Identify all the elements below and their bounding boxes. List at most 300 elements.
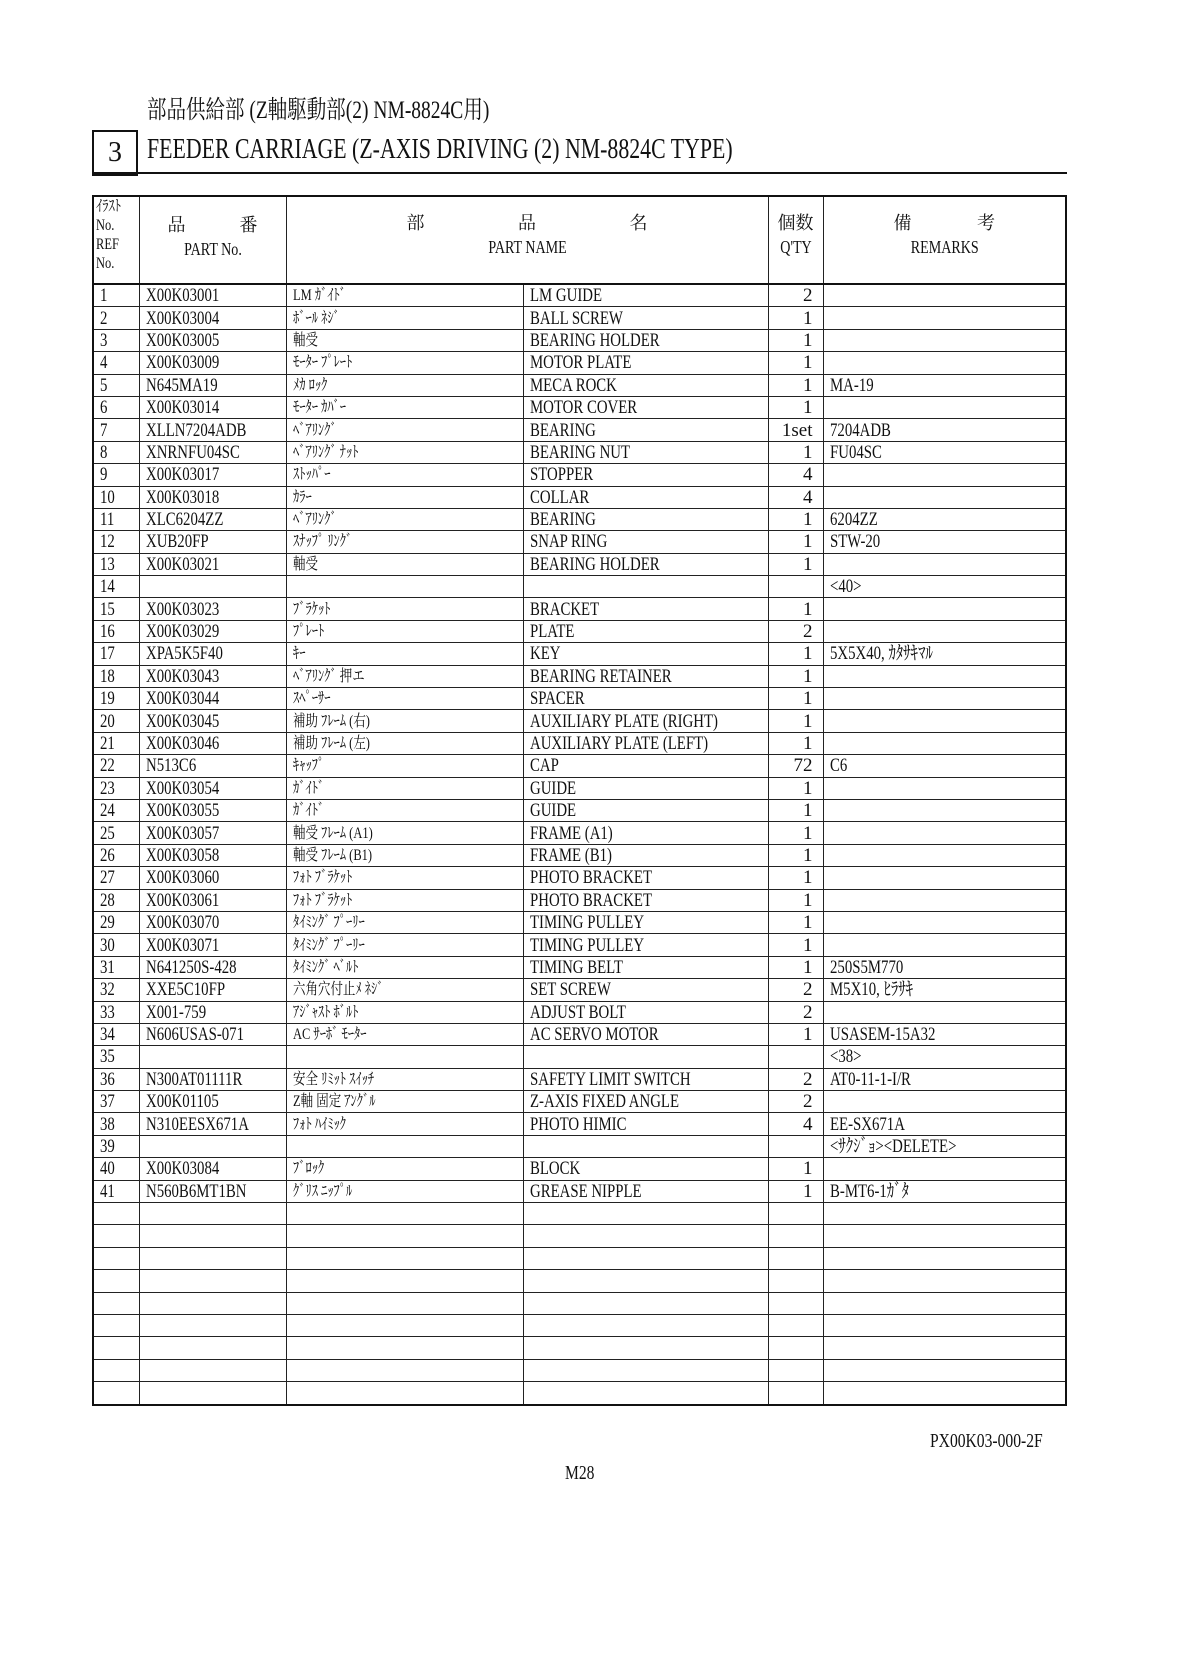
ref-cell (93, 799, 139, 821)
table-row (93, 508, 1066, 530)
en-name-cell (523, 911, 768, 933)
part-no-cell-text: N645MA19 (145, 374, 218, 396)
en-name-cell-text: FRAME (A1) (529, 822, 613, 844)
empty-cell (93, 1225, 139, 1247)
part-no-cell (139, 1001, 286, 1023)
jp-name-cell (286, 956, 523, 978)
qty-cell (768, 1113, 823, 1135)
en-name-cell (523, 352, 768, 374)
en-name-cell (523, 799, 768, 821)
part-no-cell-text: X00K03070 (145, 912, 219, 934)
part-no-header: 品 番 PART No. (139, 196, 286, 284)
part-no-cell (139, 486, 286, 508)
qty-cell (768, 284, 823, 307)
jp-name-cell-text: ｷｬｯﾌﾟ (292, 757, 324, 775)
remarks-cell (823, 531, 1066, 553)
empty-row (93, 1382, 1066, 1405)
jp-name-cell-text: 軸受 (292, 555, 318, 573)
ref-cell-text: 35 (100, 1046, 115, 1068)
part-no-cell (139, 799, 286, 821)
en-name-cell (523, 441, 768, 463)
remarks-cell (823, 620, 1066, 642)
ref-cell-text: 1 (100, 285, 108, 307)
ref-cell (93, 396, 139, 418)
empty-cell (768, 1225, 823, 1247)
empty-cell (93, 1270, 139, 1292)
qty-cell (768, 531, 823, 553)
en-name-cell-text: BEARING (529, 419, 596, 441)
ref-cell-text: 23 (100, 777, 115, 799)
en-name-cell (523, 1023, 768, 1045)
ref-cell (93, 598, 139, 620)
part-no-cell-text: XXE5C10FP (145, 979, 225, 1001)
en-name-cell-text: GUIDE (529, 800, 576, 822)
empty-cell (93, 1203, 139, 1225)
en-name-cell-text: TIMING BELT (529, 956, 623, 978)
en-name-cell (523, 1180, 768, 1202)
remarks-cell-text: MA-19 (829, 374, 874, 396)
empty-cell (823, 1359, 1066, 1381)
table-row (93, 799, 1066, 821)
part-no-cell (139, 329, 286, 351)
empty-cell (139, 1314, 286, 1336)
qty-cell-text: 1 (803, 374, 813, 396)
remarks-cell-text: <ｻｸｼﾞｮ><DELETE> (829, 1136, 956, 1158)
ref-cell-text: 5 (100, 374, 108, 396)
ref-cell-text: 19 (100, 688, 115, 710)
empty-cell (286, 1292, 523, 1314)
en-name-cell (523, 419, 768, 441)
ref-cell (93, 710, 139, 732)
jp-name-cell-text: ﾀｲﾐﾝｸﾞ ﾌﾟｰﾘｰ (292, 914, 365, 932)
remarks-cell (823, 889, 1066, 911)
en-name-cell-text: SAFETY LIMIT SWITCH (529, 1068, 691, 1090)
remarks-cell-text: AT0-11-1-I/R (829, 1068, 911, 1090)
jp-name-cell (286, 911, 523, 933)
en-name-cell-text: BEARING HOLDER (529, 553, 660, 575)
table-row (93, 329, 1066, 351)
qty-cell-text: 4 (803, 1113, 813, 1135)
qty-cell (768, 441, 823, 463)
part-no-cell-text: X00K01105 (145, 1091, 219, 1113)
qty-cell-text: 1 (803, 710, 813, 732)
ref-cell-text: 24 (100, 800, 115, 822)
qty-cell (768, 1023, 823, 1045)
qty-cell (768, 396, 823, 418)
remarks-cell (823, 553, 1066, 575)
jp-name-cell-text: ｸﾞﾘｽ ﾆｯﾌﾟﾙ (292, 1182, 352, 1200)
empty-cell (523, 1382, 768, 1405)
qty-cell-text: 1 (803, 397, 813, 419)
jp-name-cell (286, 777, 523, 799)
empty-cell (286, 1382, 523, 1405)
part-no-cell-text: XUB20FP (145, 531, 209, 553)
empty-row (93, 1225, 1066, 1247)
ref-cell-text: 4 (100, 352, 108, 374)
table-row (93, 1091, 1066, 1113)
ref-cell-text: 15 (100, 598, 115, 620)
empty-cell (139, 1225, 286, 1247)
qty-cell-text: 1 (803, 643, 813, 665)
remarks-cell-text: 6204ZZ (829, 509, 878, 531)
ref-cell-text: 31 (100, 956, 115, 978)
part-no-cell (139, 710, 286, 732)
table-row (93, 1046, 1066, 1068)
parts-table (92, 195, 1067, 1406)
table-row (93, 867, 1066, 889)
empty-cell (823, 1337, 1066, 1359)
remarks-cell (823, 307, 1066, 329)
remarks-cell (823, 464, 1066, 486)
ref-cell-text: 16 (100, 621, 115, 643)
jp-name-cell (286, 307, 523, 329)
part-no-cell (139, 1158, 286, 1180)
jp-name-cell-text: AC ｻｰﾎﾞ ﾓｰﾀｰ (292, 1026, 367, 1044)
empty-cell (823, 1247, 1066, 1269)
document-code: PX00K03-000-2F (930, 1430, 1043, 1452)
qty-cell-text: 1 (803, 352, 813, 374)
ref-cell-text: 13 (100, 553, 115, 575)
part-no-cell-text: X00K03005 (145, 329, 219, 351)
table-row (93, 553, 1066, 575)
ref-cell (93, 374, 139, 396)
ref-cell (93, 889, 139, 911)
empty-cell (823, 1314, 1066, 1336)
jp-name-cell-text: ｽﾅｯﾌﾟ ﾘﾝｸﾞ (292, 533, 352, 551)
en-name-cell (523, 688, 768, 710)
empty-cell (768, 1247, 823, 1269)
table-row (93, 822, 1066, 844)
empty-cell (139, 1203, 286, 1225)
part-no-cell (139, 352, 286, 374)
ref-cell-text: 6 (100, 397, 108, 419)
part-no-cell-text: N513C6 (145, 755, 196, 777)
jp-name-cell-text: ﾌｫﾄ ﾊｲﾐｯｸ (292, 1115, 346, 1133)
ref-cell-text: 11 (100, 509, 115, 531)
remarks-cell-text: 250S5M770 (829, 956, 903, 978)
jp-name-cell-text: 補助 ﾌﾚｰﾑ (右) (292, 712, 370, 730)
jp-name-cell-text: 軸受 ﾌﾚｰﾑ (B1) (292, 846, 372, 864)
empty-cell (768, 1314, 823, 1336)
empty-cell (286, 1203, 523, 1225)
jp-name-cell (286, 934, 523, 956)
part-no-cell (139, 464, 286, 486)
table-row (93, 464, 1066, 486)
jp-name-cell-text: ﾌｫﾄ ﾌﾞﾗｹｯﾄ (292, 869, 352, 887)
part-no-cell-text: X00K03023 (145, 598, 219, 620)
remarks-header: 備 考 REMARKS (823, 196, 1066, 284)
remarks-cell (823, 844, 1066, 866)
en-name-cell-text: BLOCK (529, 1158, 580, 1180)
empty-cell (823, 1225, 1066, 1247)
empty-cell (286, 1225, 523, 1247)
ref-cell (93, 822, 139, 844)
remarks-cell (823, 1180, 1066, 1202)
jp-name-cell-text: 安全 ﾘﾐｯﾄ ｽｲｯﾁ (292, 1070, 374, 1088)
table-row (93, 531, 1066, 553)
ref-cell (93, 531, 139, 553)
table-row (93, 979, 1066, 1001)
remarks-cell-text: 7204ADB (829, 419, 891, 441)
table-row (93, 1001, 1066, 1023)
qty-cell (768, 911, 823, 933)
part-no-cell-text: X00K03004 (145, 307, 219, 329)
en-name-cell (523, 598, 768, 620)
jp-name-cell-text: ﾓｰﾀｰ ｶﾊﾞｰ (292, 399, 346, 417)
en-name-cell (523, 710, 768, 732)
jp-name-cell-text: ｶﾞｲﾄﾞ (292, 779, 324, 797)
jp-name-cell (286, 508, 523, 530)
part-no-cell-text: N300AT01111R (145, 1068, 242, 1090)
remarks-cell-text: <38> (829, 1046, 862, 1068)
jp-name-cell (286, 486, 523, 508)
remarks-cell (823, 374, 1066, 396)
remarks-cell-text: USASEM-15A32 (829, 1024, 935, 1046)
empty-cell (823, 1270, 1066, 1292)
jp-name-cell (286, 620, 523, 642)
japanese-title: 部品供給部 (Z軸駆動部(2) NM-8824C用) (147, 97, 490, 124)
part-no-cell (139, 688, 286, 710)
en-name-cell-text: LM GUIDE (529, 285, 602, 307)
remarks-cell (823, 396, 1066, 418)
empty-row (93, 1247, 1066, 1269)
part-no-cell (139, 508, 286, 530)
part-no-cell-text: XPA5K5F40 (145, 643, 223, 665)
part-no-cell (139, 620, 286, 642)
jp-name-cell (286, 867, 523, 889)
remarks-cell-text: 5X5X40, ｶﾀｻｷﾏﾙ (829, 643, 933, 665)
ref-cell (93, 620, 139, 642)
empty-cell (523, 1359, 768, 1381)
table-row (93, 934, 1066, 956)
en-name-cell (523, 867, 768, 889)
part-no-cell-text: N560B6MT1BN (145, 1180, 246, 1202)
jp-name-cell (286, 1135, 523, 1157)
ref-cell-text: 38 (100, 1113, 115, 1135)
qty-cell (768, 956, 823, 978)
jp-name-cell (286, 1046, 523, 1068)
part-no-cell (139, 1091, 286, 1113)
qty-cell-text: 1 (803, 688, 813, 710)
qty-cell (768, 867, 823, 889)
ref-cell-text: 17 (100, 643, 115, 665)
part-no-cell-text: XNRNFU04SC (145, 441, 240, 463)
jp-name-cell (286, 1113, 523, 1135)
en-name-cell (523, 643, 768, 665)
en-name-cell (523, 508, 768, 530)
remarks-cell (823, 867, 1066, 889)
empty-row (93, 1270, 1066, 1292)
part-no-cell (139, 822, 286, 844)
en-name-cell-text: MOTOR COVER (529, 397, 637, 419)
qty-cell-text: 2 (803, 1068, 813, 1090)
qty-cell (768, 822, 823, 844)
en-name-cell-text: TIMING PULLEY (529, 934, 644, 956)
table-row (93, 576, 1066, 598)
qty-cell (768, 486, 823, 508)
empty-cell (823, 1292, 1066, 1314)
jp-name-cell-text: LM ｶﾞｲﾄﾞ (292, 287, 346, 305)
en-name-cell (523, 329, 768, 351)
en-name-cell (523, 1135, 768, 1157)
ref-cell (93, 352, 139, 374)
empty-cell (93, 1382, 139, 1405)
en-name-cell (523, 1113, 768, 1135)
ref-cell-text: 28 (100, 889, 115, 911)
empty-cell (523, 1247, 768, 1269)
ref-cell-text: 18 (100, 665, 115, 687)
qty-cell (768, 1046, 823, 1068)
en-name-cell (523, 956, 768, 978)
part-no-cell-text: N606USAS-071 (145, 1024, 244, 1046)
ref-cell-text: 12 (100, 531, 115, 553)
jp-name-cell (286, 643, 523, 665)
remarks-cell (823, 419, 1066, 441)
part-no-cell-text: X00K03044 (145, 688, 219, 710)
jp-name-cell-text: ﾌﾞﾛｯｸ (292, 1160, 324, 1178)
qty-cell-text: 1 (803, 441, 813, 463)
empty-cell (768, 1203, 823, 1225)
part-no-cell (139, 284, 286, 307)
ref-cell-text: 3 (100, 329, 108, 351)
remarks-cell (823, 598, 1066, 620)
part-no-cell-text: X00K03055 (145, 800, 219, 822)
remarks-cell (823, 352, 1066, 374)
en-name-cell (523, 576, 768, 598)
part-no-cell-text: X00K03060 (145, 867, 219, 889)
part-no-cell (139, 732, 286, 754)
remarks-cell (823, 1113, 1066, 1135)
ref-cell (93, 1068, 139, 1090)
en-name-cell-text: FRAME (B1) (529, 844, 612, 866)
jp-name-cell-text: 六角穴付止ﾒ ﾈｼﾞ (292, 981, 383, 999)
qty-cell (768, 934, 823, 956)
jp-name-cell (286, 396, 523, 418)
remarks-cell-text: EE-SX671A (829, 1113, 905, 1135)
qty-cell (768, 1180, 823, 1202)
ref-cell (93, 1091, 139, 1113)
empty-cell (139, 1337, 286, 1359)
en-name-cell-text: MECA ROCK (529, 374, 617, 396)
en-name-cell-text: BEARING RETAINER (529, 665, 672, 687)
qty-cell-text: 2 (803, 979, 813, 1001)
en-name-cell-text: KEY (529, 643, 560, 665)
en-name-cell-text: SNAP RING (529, 531, 607, 553)
jp-name-cell-text: ｱｼﾞｬｽﾄ ﾎﾞﾙﾄ (292, 1003, 359, 1021)
part-no-cell (139, 643, 286, 665)
part-no-cell (139, 979, 286, 1001)
section-number: 3 (92, 130, 138, 176)
table-row (93, 688, 1066, 710)
en-name-cell (523, 486, 768, 508)
empty-cell (768, 1359, 823, 1381)
remarks-cell (823, 284, 1066, 307)
remarks-cell (823, 1091, 1066, 1113)
en-name-cell-text: STOPPER (529, 464, 593, 486)
en-name-cell (523, 531, 768, 553)
ref-cell (93, 1180, 139, 1202)
jp-name-cell (286, 598, 523, 620)
qty-cell-text: 1 (803, 800, 813, 822)
remarks-cell (823, 329, 1066, 351)
qty-cell-text: 1 (803, 531, 813, 553)
part-no-cell (139, 934, 286, 956)
empty-cell (93, 1314, 139, 1336)
qty-cell-text: 1 (803, 956, 813, 978)
part-no-cell-text: X00K03054 (145, 777, 219, 799)
part-no-cell-text: X00K03014 (145, 397, 219, 419)
empty-cell (286, 1359, 523, 1381)
en-name-cell (523, 374, 768, 396)
ref-cell-text: 36 (100, 1068, 115, 1090)
jp-name-cell (286, 822, 523, 844)
part-no-cell-text: X00K03043 (145, 665, 219, 687)
qty-cell-text: 72 (793, 755, 813, 777)
ref-cell-text: 34 (100, 1024, 115, 1046)
jp-name-cell (286, 1023, 523, 1045)
empty-row (93, 1337, 1066, 1359)
ref-cell-text: 10 (100, 486, 115, 508)
en-name-cell (523, 464, 768, 486)
table-row (93, 352, 1066, 374)
ref-cell (93, 777, 139, 799)
jp-name-cell (286, 1068, 523, 1090)
en-name-cell-text: PHOTO BRACKET (529, 889, 652, 911)
table-row (93, 486, 1066, 508)
ref-cell (93, 284, 139, 307)
ref-cell-text: 41 (100, 1180, 115, 1202)
table-row (93, 777, 1066, 799)
qty-cell (768, 1135, 823, 1157)
en-name-cell (523, 553, 768, 575)
ref-cell (93, 911, 139, 933)
ref-cell (93, 329, 139, 351)
qty-cell (768, 844, 823, 866)
ref-cell (93, 1046, 139, 1068)
empty-cell (823, 1382, 1066, 1405)
part-no-cell (139, 1180, 286, 1202)
part-no-cell (139, 844, 286, 866)
ref-cell (93, 1113, 139, 1135)
en-name-cell-text: PHOTO HIMIC (529, 1113, 626, 1135)
table-row (93, 1113, 1066, 1135)
remarks-cell (823, 1023, 1066, 1045)
en-name-cell (523, 755, 768, 777)
qty-cell-text: 2 (803, 621, 813, 643)
jp-name-cell (286, 665, 523, 687)
jp-name-cell (286, 1091, 523, 1113)
empty-cell (523, 1270, 768, 1292)
en-name-cell-text: BALL SCREW (529, 307, 623, 329)
part-name-header: 部 品 名 PART NAME (286, 196, 768, 284)
en-name-cell (523, 732, 768, 754)
part-no-cell (139, 755, 286, 777)
qty-cell (768, 620, 823, 642)
jp-name-cell (286, 688, 523, 710)
empty-cell (523, 1314, 768, 1336)
part-no-cell (139, 441, 286, 463)
en-name-cell-text: AC SERVO MOTOR (529, 1024, 659, 1046)
ref-cell (93, 1158, 139, 1180)
qty-cell (768, 755, 823, 777)
remarks-cell (823, 934, 1066, 956)
table-row (93, 307, 1066, 329)
jp-name-cell (286, 889, 523, 911)
jp-name-cell (286, 1180, 523, 1202)
page-number: M28 (565, 1462, 595, 1484)
ref-cell-text: 9 (100, 464, 108, 486)
remarks-cell (823, 1046, 1066, 1068)
